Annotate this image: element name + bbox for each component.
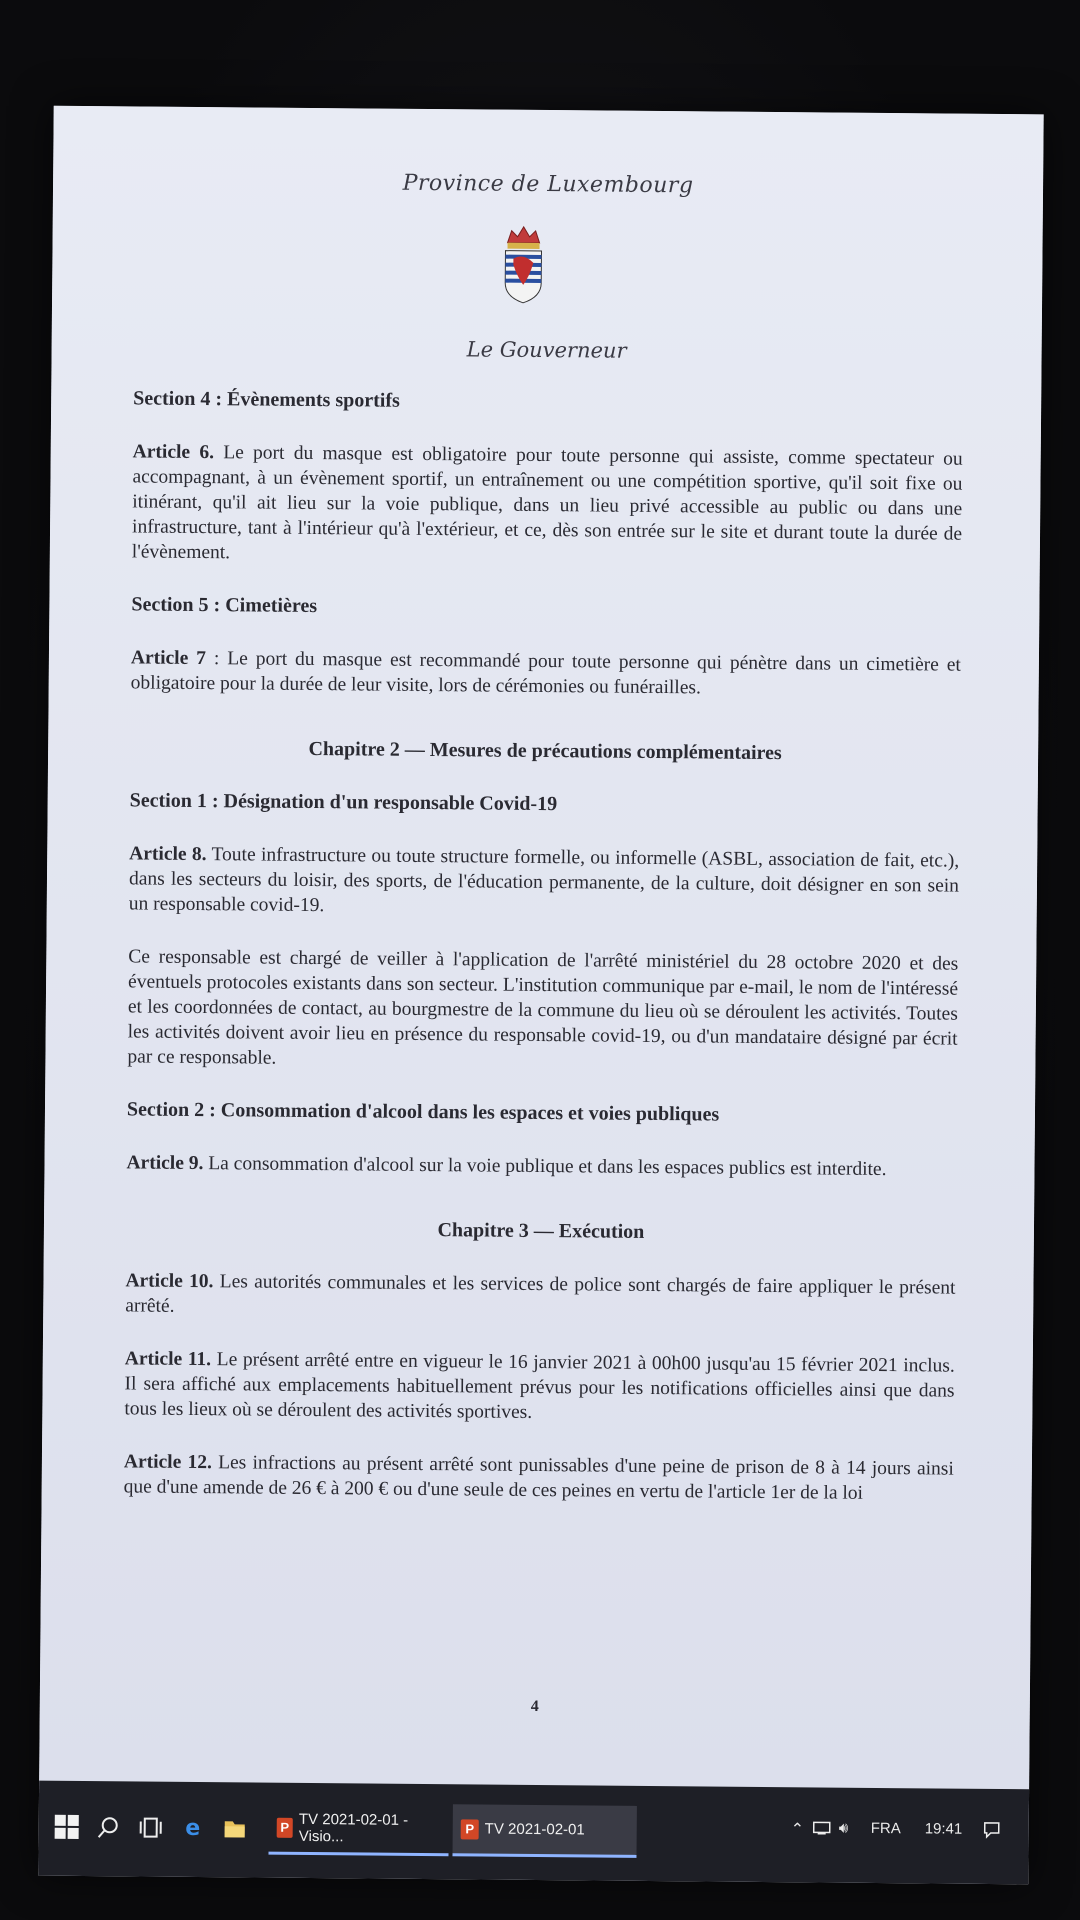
article-paragraph — [126, 1150, 956, 1182]
search-icon[interactable] — [95, 1813, 123, 1841]
task-view-icon[interactable] — [137, 1814, 165, 1842]
section-heading: Section 2 : Consommation d'alcool dans les espaces et voies publiques — [126, 1098, 720, 1126]
article-paragraph — [131, 645, 961, 702]
language-indicator[interactable]: FRA — [870, 1819, 901, 1838]
powerpoint-icon: P — [277, 1817, 293, 1837]
windows-logo-icon[interactable] — [53, 1813, 81, 1841]
article-label: Article 11. — [124, 1348, 212, 1371]
windows-taskbar — [38, 1781, 1029, 1885]
section-heading: Section 4 : Évènements sportifs — [133, 387, 400, 412]
article-label: Article 7 — [130, 647, 207, 670]
powerpoint-icon: P — [461, 1819, 479, 1839]
article-text: : Le port du masque est recommandé pour toute personne qui pénètre dans un cimetière et obligatoire pour la durée de leur visite, lors de cérémonies ou funérailles. — [130, 648, 961, 699]
section-heading: Section 1 : Désignation d'un responsable Covid-19 — [129, 789, 558, 816]
article-text: Les autorités communales et les services de police sont chargés de faire appliquer le présent arrêté. — [125, 1271, 956, 1317]
article-paragraph — [124, 1449, 954, 1506]
file-explorer-icon[interactable] — [221, 1814, 249, 1842]
article-text: Le port du masque est obligatoire pour toute personne qui assiste, comme spectateur ou accompagnant, à un évènement sportif, un entraînement ou une compétition sportive, qu'il soit fixe ou itinérant, qu'il ait lieu sur la voie publique, dans un lieu privé accessible au public ou dans une infrastructure, tant à l'intérieur qu'à l'extérieur, et ce, dès son entrée sur le site et durant toute la durée de l'évènement. — [131, 442, 963, 564]
article-label: Article 9. — [126, 1152, 204, 1175]
taskbar-window-document[interactable] — [452, 1804, 636, 1858]
edge-icon[interactable]: e — [185, 1815, 201, 1841]
article-label: Article 6. — [132, 441, 215, 464]
body-paragraph: Ce responsable est chargé de veiller à l'application de l'arrêté ministériel du 28 octobre 2020 et des éventuels protocoles existants dans son secteur. L'institution communique par e-mail, le nom de l'intéressé et les coordonnées de contact, au bourgmestre de la commune du lieu où se déroulent les activités. Toutes les activités doivent avoir lieu en présence du responsable covid-19, ou d'un mandataire désigné par écrit par ce responsable. — [127, 946, 959, 1069]
article-paragraph — [124, 1346, 955, 1428]
document-page[interactable] — [39, 106, 1044, 1790]
taskbar-window-visio[interactable] — [268, 1803, 448, 1857]
chevron-up-icon[interactable]: ⌃ — [790, 1821, 805, 1839]
section-heading: Section 5 : Cimetières — [131, 593, 318, 618]
taskbar-window-label: TV 2021-02-01 - Visio... — [298, 1810, 409, 1845]
chapter-heading: Chapitre 2 — Mesures de précautions complémentaires — [308, 737, 782, 765]
coat-of-arms-icon — [499, 225, 548, 305]
notification-icon[interactable] — [983, 1821, 1001, 1843]
article-paragraph — [129, 841, 960, 923]
article-text: La consommation d'alcool sur la voie publique et dans les espaces publics est interdite. — [203, 1153, 887, 1181]
document-body — [123, 386, 963, 1534]
article-paragraph — [132, 439, 963, 571]
monitor-screen — [38, 106, 1043, 1885]
article-text: Le présent arrêté entre en vigueur le 16 janvier 2021 à 00h00 jusqu'au 15 février 2021 inclus. Il sera affiché aux emplacements habituellement prévus pour les notifications officielles ainsi que dans tous les lieux où se déroulent des activités sportives. — [124, 1349, 955, 1423]
taskbar-window-label: TV 2021-02-01 — [484, 1820, 585, 1839]
article-text: Toute infrastructure ou toute structure formelle, ou informelle (ASBL, association de fait, etc.), dans les secteurs du loisir, des sports, de l'éducation permanente, de la culture, doit désigner en son sein un responsable covid-19. — [128, 844, 960, 917]
clock[interactable]: 19:41 — [924, 1820, 963, 1838]
article-label: Article 10. — [125, 1270, 214, 1293]
network-icon[interactable] — [813, 1819, 831, 1839]
letterhead-governor: Le Gouverneur — [466, 337, 627, 363]
article-text: Les infractions au présent arrêté sont punissables d'une peine de prison de 8 à 14 jours ainsi que d'une amende de 26 € à 200 € ou d'une seule de ces peines en vertu de l'article 1er de la loi — [123, 1452, 954, 1504]
article-paragraph — [125, 1268, 955, 1325]
article-label: Article 12. — [123, 1451, 212, 1474]
volume-icon[interactable]: 🔊︎ — [838, 1819, 849, 1837]
page-number: 4 — [530, 1697, 539, 1716]
letterhead-province: Province de Luxembourg — [402, 170, 694, 199]
article-label: Article 8. — [129, 843, 207, 866]
chapter-heading: Chapitre 3 — Exécution — [437, 1219, 645, 1243]
